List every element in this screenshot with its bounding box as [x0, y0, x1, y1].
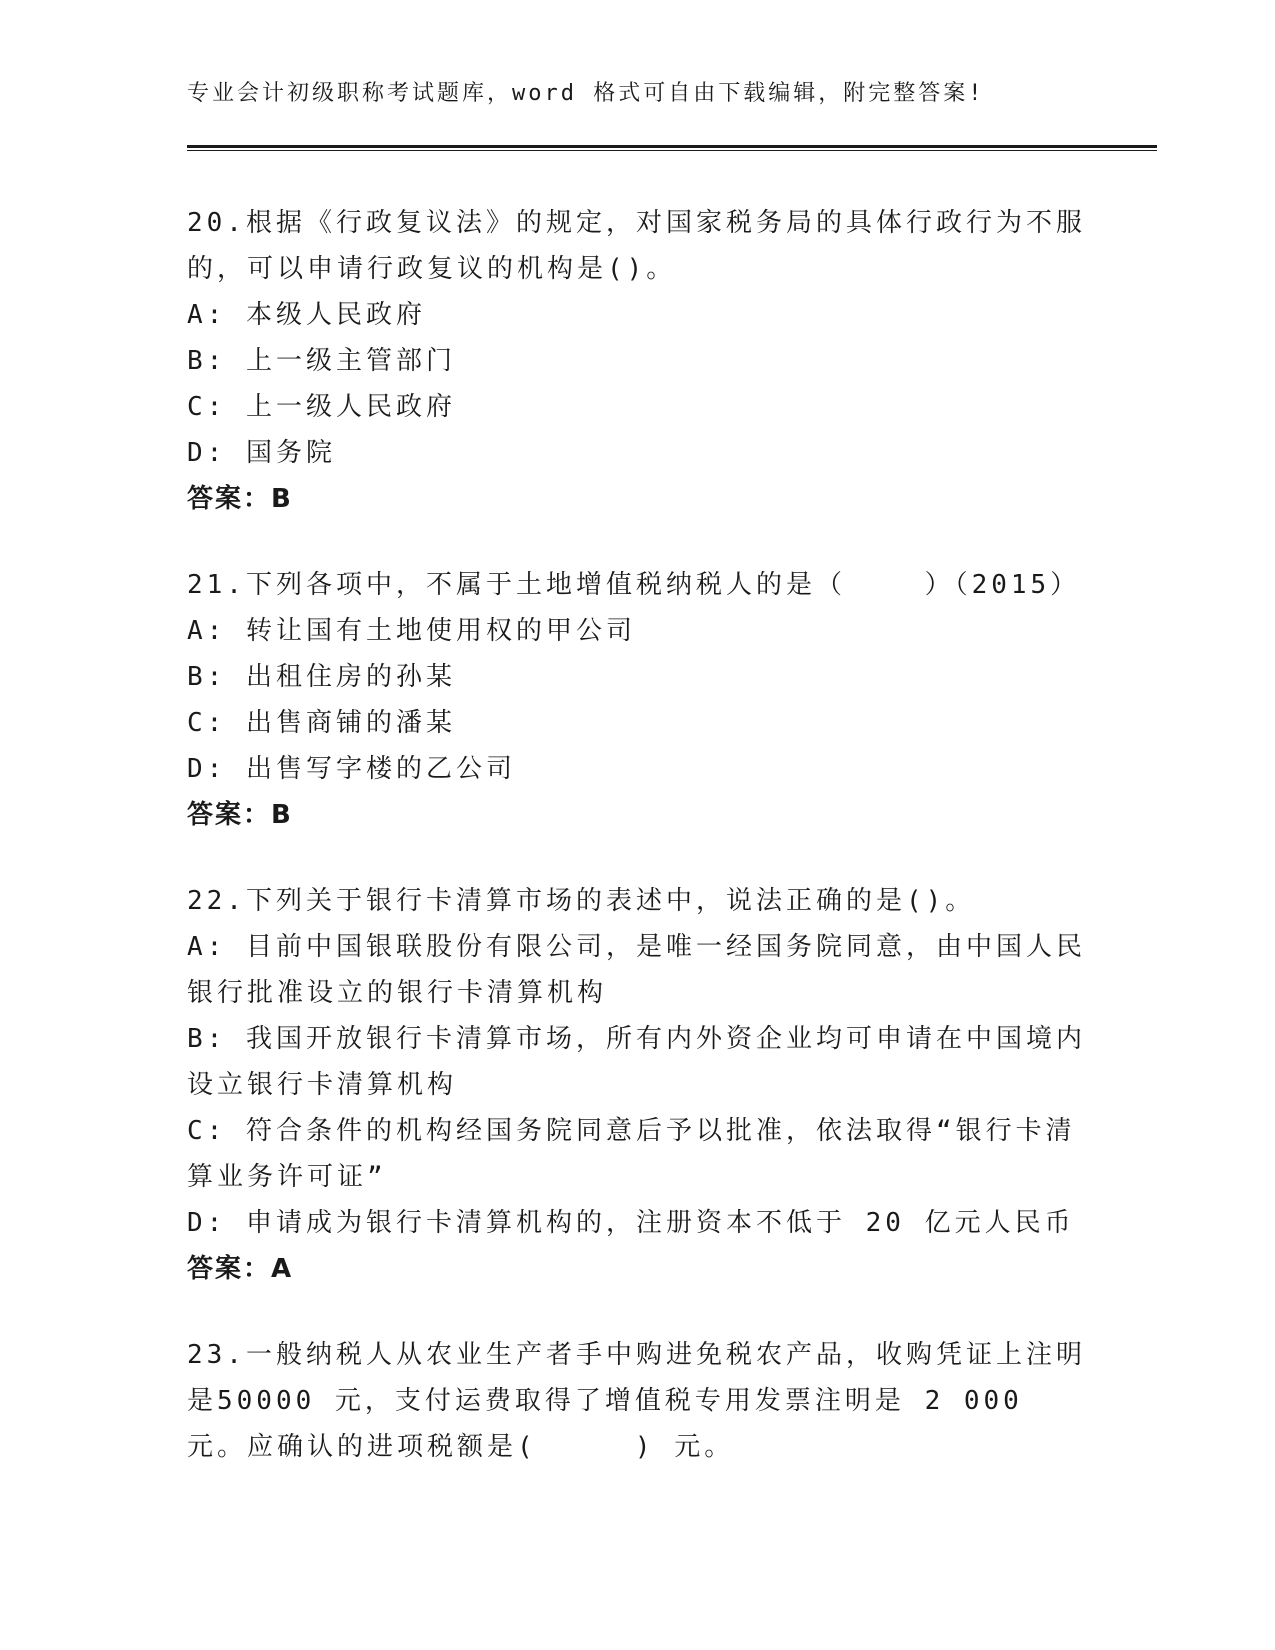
option-a: A: 转让国有土地使用权的甲公司 — [187, 616, 636, 646]
question-23 — [187, 1332, 1087, 1470]
question-20 — [187, 200, 1087, 522]
question-21 — [187, 562, 1087, 838]
option-b: B: 出租住房的孙某 — [187, 662, 456, 692]
header-title: 专业会计初级职称考试题库，word 格式可自由下载编辑，附完整答案! — [187, 81, 985, 106]
question-22 — [187, 878, 1087, 1292]
answer: 答案：B — [187, 800, 293, 830]
header-rule-thin — [187, 150, 1157, 151]
question-list — [187, 200, 1087, 1510]
option-d: D: 出售写字楼的乙公司 — [187, 754, 516, 784]
answer: 答案：A — [187, 1254, 294, 1284]
header-rule-thick — [187, 145, 1157, 148]
question-stem: 21.下列各项中，不属于土地增值税纳税人的是（ ）（2015） — [187, 570, 1081, 600]
option-c: C: 符合条件的机构经国务院同意后予以批准，依法取得“银行卡清算业务许可证” — [187, 1116, 1076, 1192]
option-d: D: 国务院 — [187, 438, 336, 468]
option-a: A: 本级人民政府 — [187, 300, 426, 330]
option-b: B: 上一级主管部门 — [187, 346, 456, 376]
question-stem: 20.根据《行政复议法》的规定，对国家税务局的具体行政行为不服的，可以申请行政复议的机构是()。 — [187, 208, 1086, 284]
option-a: A: 目前中国银联股份有限公司，是唯一经国务院同意，由中国人民银行批准设立的银行卡清算机构 — [187, 932, 1086, 1008]
option-c: C: 上一级人民政府 — [187, 392, 456, 422]
question-stem: 22.下列关于银行卡清算市场的表述中，说法正确的是()。 — [187, 886, 976, 916]
option-d: D: 申请成为银行卡清算机构的，注册资本不低于 20 亿元人民币 — [187, 1208, 1075, 1238]
option-c: C: 出售商铺的潘某 — [187, 708, 456, 738]
answer: 答案：B — [187, 484, 293, 514]
question-stem: 23.一般纳税人从农业生产者手中购进免税农产品，收购凭证上注明是50000 元，支付运费取得了增值税专用发票注明是 2 000 元。应确认的进项税额是( ) 元。 — [187, 1340, 1086, 1462]
option-b: B: 我国开放银行卡清算市场，所有内外资企业均可申请在中国境内设立银行卡清算机构 — [187, 1024, 1086, 1100]
